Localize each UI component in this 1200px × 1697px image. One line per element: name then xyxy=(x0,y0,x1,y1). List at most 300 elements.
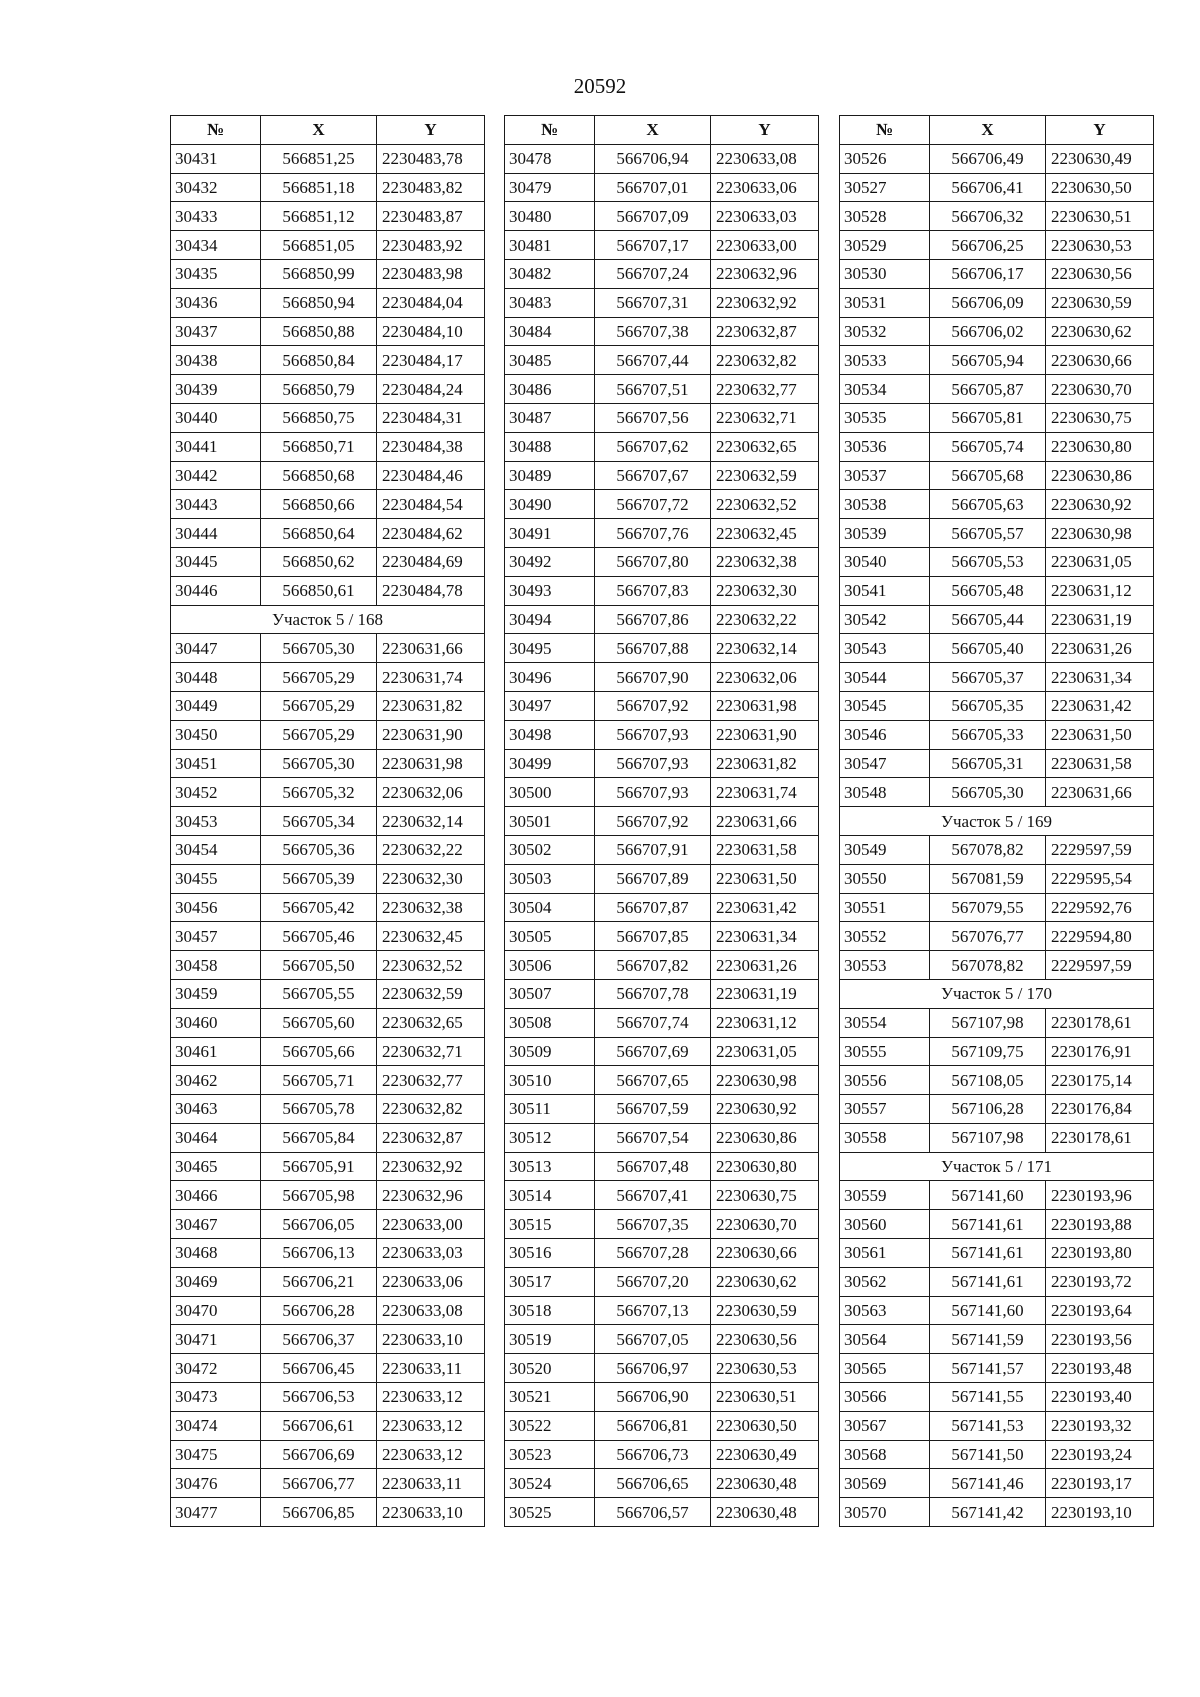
header-x: X xyxy=(595,116,711,145)
x-coordinate-cell: 567141,46 xyxy=(930,1469,1046,1498)
x-coordinate-cell: 566705,40 xyxy=(930,634,1046,663)
point-number-cell: 30452 xyxy=(171,778,261,807)
x-coordinate-cell: 566706,85 xyxy=(261,1498,377,1527)
x-coordinate-cell: 566850,99 xyxy=(261,259,377,288)
x-coordinate-cell: 566706,25 xyxy=(930,231,1046,260)
table-row xyxy=(840,1123,1154,1152)
y-coordinate-cell: 2230176,84 xyxy=(1046,1095,1154,1124)
y-coordinate-cell: 2230484,04 xyxy=(377,288,485,317)
x-coordinate-cell: 566705,91 xyxy=(261,1152,377,1181)
table-row xyxy=(505,288,819,317)
x-coordinate-cell: 566705,42 xyxy=(261,893,377,922)
x-coordinate-cell: 566705,35 xyxy=(930,691,1046,720)
point-number-cell: 30435 xyxy=(171,259,261,288)
table-body xyxy=(505,144,819,1526)
point-number-cell: 30489 xyxy=(505,461,595,490)
x-coordinate-cell: 566707,90 xyxy=(595,663,711,692)
table-row xyxy=(840,1383,1154,1412)
table-row xyxy=(505,461,819,490)
y-coordinate-cell: 2230484,69 xyxy=(377,547,485,576)
x-coordinate-cell: 566707,92 xyxy=(595,691,711,720)
table-row xyxy=(171,1066,485,1095)
point-number-cell: 30460 xyxy=(171,1008,261,1037)
table-row xyxy=(171,1325,485,1354)
x-coordinate-cell: 566706,13 xyxy=(261,1239,377,1268)
x-coordinate-cell: 566851,18 xyxy=(261,173,377,202)
y-coordinate-cell: 2230630,49 xyxy=(1046,144,1154,173)
y-coordinate-cell: 2230633,12 xyxy=(377,1383,485,1412)
y-coordinate-cell: 2230631,98 xyxy=(377,749,485,778)
y-coordinate-cell: 2230631,42 xyxy=(1046,691,1154,720)
y-coordinate-cell: 2230630,86 xyxy=(711,1123,819,1152)
x-coordinate-cell: 566707,86 xyxy=(595,605,711,634)
table-row xyxy=(840,1239,1154,1268)
table-row xyxy=(840,1210,1154,1239)
table-row xyxy=(171,1383,485,1412)
table-row xyxy=(505,1354,819,1383)
table-row xyxy=(171,576,485,605)
y-coordinate-cell: 2230632,59 xyxy=(711,461,819,490)
point-number-cell: 30562 xyxy=(840,1267,930,1296)
coordinates-table-3 xyxy=(839,115,1154,1527)
table-row xyxy=(840,490,1154,519)
point-number-cell: 30517 xyxy=(505,1267,595,1296)
y-coordinate-cell: 2230633,03 xyxy=(711,202,819,231)
x-coordinate-cell: 566850,75 xyxy=(261,403,377,432)
y-coordinate-cell: 2230631,19 xyxy=(1046,605,1154,634)
point-number-cell: 30504 xyxy=(505,893,595,922)
x-coordinate-cell: 566705,32 xyxy=(261,778,377,807)
table-row xyxy=(505,144,819,173)
y-coordinate-cell: 2230193,80 xyxy=(1046,1239,1154,1268)
table-row xyxy=(505,979,819,1008)
table-row xyxy=(171,173,485,202)
y-coordinate-cell: 2230484,31 xyxy=(377,403,485,432)
y-coordinate-cell: 2230631,82 xyxy=(711,749,819,778)
y-coordinate-cell: 2230483,92 xyxy=(377,231,485,260)
point-number-cell: 30446 xyxy=(171,576,261,605)
x-coordinate-cell: 566707,87 xyxy=(595,893,711,922)
table-row xyxy=(171,490,485,519)
x-coordinate-cell: 566707,59 xyxy=(595,1095,711,1124)
x-coordinate-cell: 566706,49 xyxy=(930,144,1046,173)
coordinates-table-1 xyxy=(170,115,485,1527)
point-number-cell: 30455 xyxy=(171,864,261,893)
point-number-cell: 30497 xyxy=(505,691,595,720)
point-number-cell: 30496 xyxy=(505,663,595,692)
table-row xyxy=(171,432,485,461)
table-row xyxy=(840,375,1154,404)
point-number-cell: 30441 xyxy=(171,432,261,461)
point-number-cell: 30487 xyxy=(505,403,595,432)
y-coordinate-cell: 2230631,82 xyxy=(377,691,485,720)
x-coordinate-cell: 566707,93 xyxy=(595,778,711,807)
y-coordinate-cell: 2230193,56 xyxy=(1046,1325,1154,1354)
y-coordinate-cell: 2230630,56 xyxy=(1046,259,1154,288)
x-coordinate-cell: 566707,72 xyxy=(595,490,711,519)
point-number-cell: 30569 xyxy=(840,1469,930,1498)
table-header-row xyxy=(840,116,1154,145)
x-coordinate-cell: 566707,54 xyxy=(595,1123,711,1152)
point-number-cell: 30559 xyxy=(840,1181,930,1210)
table-row xyxy=(171,231,485,260)
point-number-cell: 30454 xyxy=(171,835,261,864)
point-number-cell: 30471 xyxy=(171,1325,261,1354)
table-row xyxy=(840,576,1154,605)
point-number-cell: 30453 xyxy=(171,807,261,836)
point-number-cell: 30477 xyxy=(171,1498,261,1527)
y-coordinate-cell: 2230630,75 xyxy=(711,1181,819,1210)
y-coordinate-cell: 2230484,24 xyxy=(377,375,485,404)
y-coordinate-cell: 2230633,06 xyxy=(711,173,819,202)
table-row xyxy=(505,691,819,720)
point-number-cell: 30549 xyxy=(840,835,930,864)
table-row xyxy=(505,634,819,663)
point-number-cell: 30436 xyxy=(171,288,261,317)
point-number-cell: 30488 xyxy=(505,432,595,461)
y-coordinate-cell: 2230630,53 xyxy=(711,1354,819,1383)
x-coordinate-cell: 567141,61 xyxy=(930,1210,1046,1239)
table-row xyxy=(840,1296,1154,1325)
x-coordinate-cell: 566705,66 xyxy=(261,1037,377,1066)
point-number-cell: 30493 xyxy=(505,576,595,605)
table-row xyxy=(505,346,819,375)
table-row xyxy=(840,663,1154,692)
table-row xyxy=(171,749,485,778)
point-number-cell: 30473 xyxy=(171,1383,261,1412)
point-number-cell: 30541 xyxy=(840,576,930,605)
x-coordinate-cell: 566705,87 xyxy=(930,375,1046,404)
y-coordinate-cell: 2230630,51 xyxy=(711,1383,819,1412)
y-coordinate-cell: 2230632,30 xyxy=(377,864,485,893)
coordinates-table-2 xyxy=(504,115,819,1527)
point-number-cell: 30567 xyxy=(840,1411,930,1440)
x-coordinate-cell: 566707,56 xyxy=(595,403,711,432)
y-coordinate-cell: 2230193,24 xyxy=(1046,1440,1154,1469)
point-number-cell: 30547 xyxy=(840,749,930,778)
table-row xyxy=(840,403,1154,432)
point-number-cell: 30514 xyxy=(505,1181,595,1210)
table-row xyxy=(171,778,485,807)
table-row xyxy=(840,519,1154,548)
table-row xyxy=(505,1095,819,1124)
x-coordinate-cell: 566707,38 xyxy=(595,317,711,346)
point-number-cell: 30484 xyxy=(505,317,595,346)
table-row xyxy=(505,375,819,404)
x-coordinate-cell: 566705,46 xyxy=(261,922,377,951)
point-number-cell: 30469 xyxy=(171,1267,261,1296)
table-row xyxy=(840,691,1154,720)
table-row xyxy=(171,1239,485,1268)
y-coordinate-cell: 2230631,66 xyxy=(711,807,819,836)
table-row xyxy=(505,893,819,922)
x-coordinate-cell: 566707,83 xyxy=(595,576,711,605)
y-coordinate-cell: 2230633,00 xyxy=(377,1210,485,1239)
table-row xyxy=(840,1354,1154,1383)
y-coordinate-cell: 2230630,80 xyxy=(1046,432,1154,461)
y-coordinate-cell: 2230631,66 xyxy=(1046,778,1154,807)
point-number-cell: 30499 xyxy=(505,749,595,778)
point-number-cell: 30565 xyxy=(840,1354,930,1383)
table-row xyxy=(505,922,819,951)
table-row xyxy=(840,1095,1154,1124)
y-coordinate-cell: 2230631,50 xyxy=(711,864,819,893)
table-row xyxy=(840,288,1154,317)
y-coordinate-cell: 2230633,11 xyxy=(377,1469,485,1498)
y-coordinate-cell: 2230484,38 xyxy=(377,432,485,461)
point-number-cell: 30546 xyxy=(840,720,930,749)
table-row xyxy=(171,1469,485,1498)
y-coordinate-cell: 2230630,50 xyxy=(711,1411,819,1440)
x-coordinate-cell: 566707,17 xyxy=(595,231,711,260)
y-coordinate-cell: 2230632,92 xyxy=(711,288,819,317)
x-coordinate-cell: 566707,24 xyxy=(595,259,711,288)
table-row xyxy=(840,346,1154,375)
x-coordinate-cell: 566705,68 xyxy=(930,461,1046,490)
x-coordinate-cell: 566850,94 xyxy=(261,288,377,317)
x-coordinate-cell: 566707,85 xyxy=(595,922,711,951)
table-row xyxy=(505,1181,819,1210)
y-coordinate-cell: 2230630,48 xyxy=(711,1498,819,1527)
point-number-cell: 30481 xyxy=(505,231,595,260)
point-number-cell: 30502 xyxy=(505,835,595,864)
y-coordinate-cell: 2230632,77 xyxy=(377,1066,485,1095)
section-row xyxy=(840,1152,1154,1181)
section-label: Участок 5 / 169 xyxy=(840,807,1154,836)
x-coordinate-cell: 567106,28 xyxy=(930,1095,1046,1124)
x-coordinate-cell: 567109,75 xyxy=(930,1037,1046,1066)
point-number-cell: 30479 xyxy=(505,173,595,202)
table-row xyxy=(171,1008,485,1037)
x-coordinate-cell: 566707,69 xyxy=(595,1037,711,1066)
x-coordinate-cell: 567141,59 xyxy=(930,1325,1046,1354)
y-coordinate-cell: 2230193,17 xyxy=(1046,1469,1154,1498)
point-number-cell: 30558 xyxy=(840,1123,930,1152)
point-number-cell: 30461 xyxy=(171,1037,261,1066)
table-row xyxy=(505,1296,819,1325)
point-number-cell: 30466 xyxy=(171,1181,261,1210)
point-number-cell: 30566 xyxy=(840,1383,930,1412)
table-row xyxy=(840,720,1154,749)
x-coordinate-cell: 566706,02 xyxy=(930,317,1046,346)
x-coordinate-cell: 566706,81 xyxy=(595,1411,711,1440)
y-coordinate-cell: 2230484,17 xyxy=(377,346,485,375)
point-number-cell: 30568 xyxy=(840,1440,930,1469)
x-coordinate-cell: 566706,21 xyxy=(261,1267,377,1296)
table-row xyxy=(171,720,485,749)
point-number-cell: 30511 xyxy=(505,1095,595,1124)
table-row xyxy=(505,490,819,519)
point-number-cell: 30523 xyxy=(505,1440,595,1469)
point-number-cell: 30555 xyxy=(840,1037,930,1066)
table-row xyxy=(505,173,819,202)
y-coordinate-cell: 2230483,87 xyxy=(377,202,485,231)
x-coordinate-cell: 566706,77 xyxy=(261,1469,377,1498)
x-coordinate-cell: 566707,09 xyxy=(595,202,711,231)
table-row xyxy=(840,1498,1154,1527)
table-row xyxy=(505,1411,819,1440)
y-coordinate-cell: 2230631,12 xyxy=(1046,576,1154,605)
x-coordinate-cell: 566706,65 xyxy=(595,1469,711,1498)
point-number-cell: 30457 xyxy=(171,922,261,951)
x-coordinate-cell: 566707,48 xyxy=(595,1152,711,1181)
y-coordinate-cell: 2230631,05 xyxy=(711,1037,819,1066)
y-coordinate-cell: 2230633,00 xyxy=(711,231,819,260)
y-coordinate-cell: 2230193,72 xyxy=(1046,1267,1154,1296)
point-number-cell: 30500 xyxy=(505,778,595,807)
y-coordinate-cell: 2230632,22 xyxy=(711,605,819,634)
table-row xyxy=(840,1469,1154,1498)
table-row xyxy=(840,778,1154,807)
table-row xyxy=(171,403,485,432)
point-number-cell: 30524 xyxy=(505,1469,595,1498)
table-row xyxy=(505,1123,819,1152)
x-coordinate-cell: 566705,30 xyxy=(261,749,377,778)
x-coordinate-cell: 566705,84 xyxy=(261,1123,377,1152)
table-row xyxy=(171,375,485,404)
y-coordinate-cell: 2230632,96 xyxy=(711,259,819,288)
table-row xyxy=(505,663,819,692)
x-coordinate-cell: 567107,98 xyxy=(930,1123,1046,1152)
x-coordinate-cell: 566707,88 xyxy=(595,634,711,663)
table-row xyxy=(505,403,819,432)
point-number-cell: 30532 xyxy=(840,317,930,346)
table-row xyxy=(505,1008,819,1037)
point-number-cell: 30544 xyxy=(840,663,930,692)
x-coordinate-cell: 566707,65 xyxy=(595,1066,711,1095)
x-coordinate-cell: 566705,30 xyxy=(930,778,1046,807)
table-row xyxy=(171,1267,485,1296)
y-coordinate-cell: 2230175,14 xyxy=(1046,1066,1154,1095)
x-coordinate-cell: 566707,05 xyxy=(595,1325,711,1354)
point-number-cell: 30507 xyxy=(505,979,595,1008)
table-row xyxy=(505,1325,819,1354)
x-coordinate-cell: 566707,51 xyxy=(595,375,711,404)
x-coordinate-cell: 566706,57 xyxy=(595,1498,711,1527)
point-number-cell: 30521 xyxy=(505,1383,595,1412)
table-row xyxy=(840,547,1154,576)
x-coordinate-cell: 566707,67 xyxy=(595,461,711,490)
x-coordinate-cell: 566707,01 xyxy=(595,173,711,202)
y-coordinate-cell: 2230633,12 xyxy=(377,1440,485,1469)
x-coordinate-cell: 566705,63 xyxy=(930,490,1046,519)
point-number-cell: 30512 xyxy=(505,1123,595,1152)
section-row xyxy=(840,979,1154,1008)
y-coordinate-cell: 2230632,92 xyxy=(377,1152,485,1181)
table-row xyxy=(171,1210,485,1239)
point-number-cell: 30439 xyxy=(171,375,261,404)
table-row xyxy=(505,1210,819,1239)
x-coordinate-cell: 566707,78 xyxy=(595,979,711,1008)
y-coordinate-cell: 2230630,75 xyxy=(1046,403,1154,432)
table-row xyxy=(171,144,485,173)
x-coordinate-cell: 567141,61 xyxy=(930,1239,1046,1268)
point-number-cell: 30563 xyxy=(840,1296,930,1325)
table-row xyxy=(840,634,1154,663)
y-coordinate-cell: 2230631,50 xyxy=(1046,720,1154,749)
x-coordinate-cell: 566707,35 xyxy=(595,1210,711,1239)
page-number: 20592 xyxy=(573,74,627,98)
y-coordinate-cell: 2230631,90 xyxy=(711,720,819,749)
point-number-cell: 30513 xyxy=(505,1152,595,1181)
point-number-cell: 30557 xyxy=(840,1095,930,1124)
section-row xyxy=(840,807,1154,836)
y-coordinate-cell: 2230630,51 xyxy=(1046,202,1154,231)
y-coordinate-cell: 2230632,71 xyxy=(377,1037,485,1066)
table-row xyxy=(840,1411,1154,1440)
point-number-cell: 30552 xyxy=(840,922,930,951)
x-coordinate-cell: 566707,93 xyxy=(595,720,711,749)
y-coordinate-cell: 2230630,70 xyxy=(711,1210,819,1239)
header-x: X xyxy=(930,116,1046,145)
table-row xyxy=(840,1066,1154,1095)
table-row xyxy=(505,1440,819,1469)
point-number-cell: 30470 xyxy=(171,1296,261,1325)
y-coordinate-cell: 2230484,54 xyxy=(377,490,485,519)
x-coordinate-cell: 566850,66 xyxy=(261,490,377,519)
x-coordinate-cell: 566851,05 xyxy=(261,231,377,260)
x-coordinate-cell: 566705,55 xyxy=(261,979,377,1008)
y-coordinate-cell: 2230176,91 xyxy=(1046,1037,1154,1066)
x-coordinate-cell: 566851,25 xyxy=(261,144,377,173)
table-row xyxy=(505,202,819,231)
point-number-cell: 30486 xyxy=(505,375,595,404)
y-coordinate-cell: 2230193,48 xyxy=(1046,1354,1154,1383)
table-row xyxy=(840,951,1154,980)
x-coordinate-cell: 566706,53 xyxy=(261,1383,377,1412)
point-number-cell: 30538 xyxy=(840,490,930,519)
x-coordinate-cell: 566851,12 xyxy=(261,202,377,231)
point-number-cell: 30527 xyxy=(840,173,930,202)
y-coordinate-cell: 2230630,49 xyxy=(711,1440,819,1469)
table-row xyxy=(171,519,485,548)
y-coordinate-cell: 2230632,45 xyxy=(711,519,819,548)
section-label: Участок 5 / 170 xyxy=(840,979,1154,1008)
y-coordinate-cell: 2230633,08 xyxy=(711,144,819,173)
point-number-cell: 30492 xyxy=(505,547,595,576)
y-coordinate-cell: 2230631,26 xyxy=(711,951,819,980)
table-row xyxy=(840,432,1154,461)
point-number-cell: 30554 xyxy=(840,1008,930,1037)
x-coordinate-cell: 566707,80 xyxy=(595,547,711,576)
point-number-cell: 30494 xyxy=(505,605,595,634)
x-coordinate-cell: 567141,42 xyxy=(930,1498,1046,1527)
table-row xyxy=(840,922,1154,951)
header-number: № xyxy=(505,116,595,145)
table-header-row xyxy=(505,116,819,145)
table-row xyxy=(840,1325,1154,1354)
point-number-cell: 30561 xyxy=(840,1239,930,1268)
point-number-cell: 30564 xyxy=(840,1325,930,1354)
header-number: № xyxy=(171,116,261,145)
table-row xyxy=(505,231,819,260)
x-coordinate-cell: 566707,44 xyxy=(595,346,711,375)
point-number-cell: 30447 xyxy=(171,634,261,663)
point-number-cell: 30445 xyxy=(171,547,261,576)
table-body xyxy=(171,144,485,1526)
point-number-cell: 30543 xyxy=(840,634,930,663)
x-coordinate-cell: 566706,05 xyxy=(261,1210,377,1239)
y-coordinate-cell: 2230484,10 xyxy=(377,317,485,346)
x-coordinate-cell: 566706,45 xyxy=(261,1354,377,1383)
point-number-cell: 30443 xyxy=(171,490,261,519)
y-coordinate-cell: 2229597,59 xyxy=(1046,835,1154,864)
table-row xyxy=(505,317,819,346)
y-coordinate-cell: 2230193,40 xyxy=(1046,1383,1154,1412)
point-number-cell: 30498 xyxy=(505,720,595,749)
x-coordinate-cell: 566850,79 xyxy=(261,375,377,404)
table-row xyxy=(505,576,819,605)
